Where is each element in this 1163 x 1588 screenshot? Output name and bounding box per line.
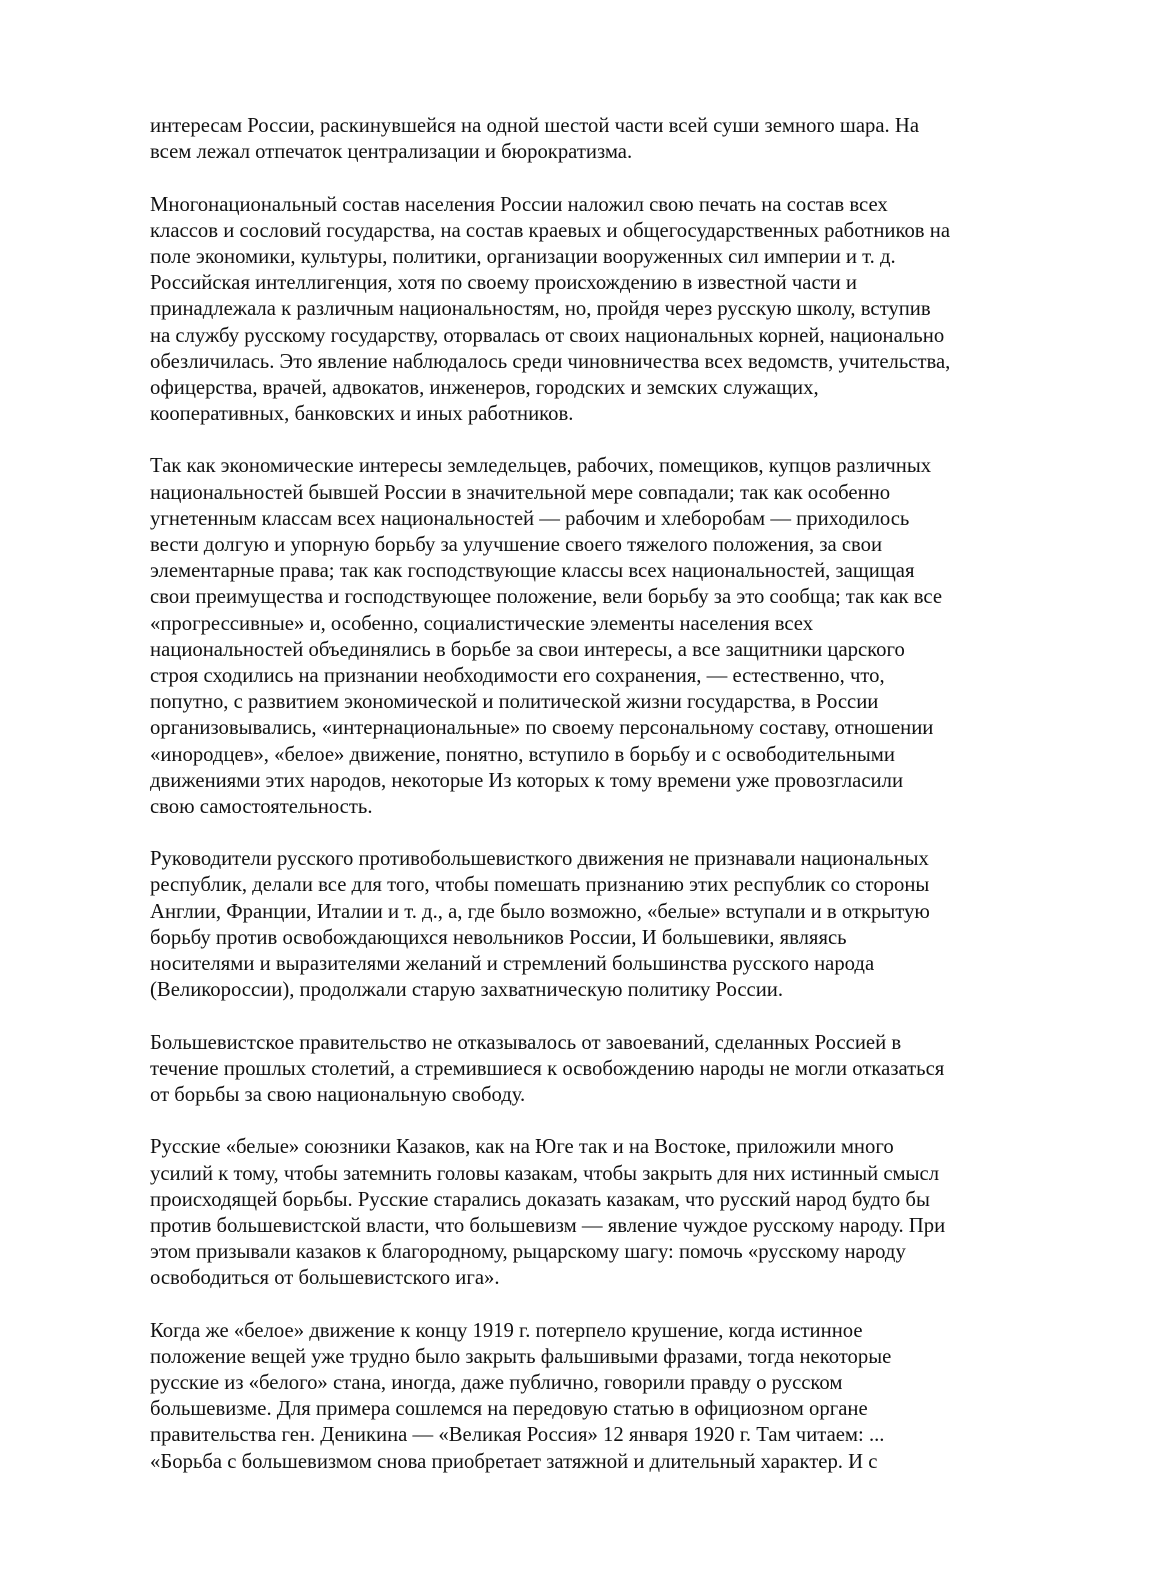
text-line: против большевистской власти, что большевизм — явление чуждое русскому народу. При	[150, 1214, 946, 1237]
text-line: республик, делали все для того, чтобы помешать признанию этих республик со стороны	[150, 874, 930, 897]
text-line: попутно, с развитием экономической и политической жизни государства, в России	[150, 691, 879, 714]
paragraph-2	[150, 192, 1050, 428]
text-line: Русские «белые» союзники Казаков, как на Юге так и на Востоке, приложили много	[150, 1136, 894, 1159]
text-line: «Борьба с большевизмом снова приобретает затяжной и длительный характер. И с	[150, 1450, 878, 1473]
text-line: «инородцев», «белое» движение, понятно, вступило в борьбу и с освободительными	[150, 743, 895, 766]
text-line: офицерства, врачей, адвокатов, инженеров, городских и земских служащих,	[150, 376, 819, 399]
paragraph-7	[150, 1318, 1050, 1475]
text-line: свою самостоятельность.	[150, 795, 373, 818]
text-line: национальностей объединялись в борьбе за свои интересы, а все защитники царского	[150, 638, 905, 661]
text-line: строя сходились на признании необходимости его сохранения, — естественно, что,	[150, 664, 885, 687]
text-line: обезличилась. Это явление наблюдалось среди чиновничества всех ведомств, учительства,	[150, 350, 951, 373]
text-line: вести долгую и упорную борьбу за улучшение своего тяжелого положения, за свои	[150, 534, 883, 556]
text-line: на службу русскому государству, оторвалась от своих национальных корней, национально	[150, 324, 945, 347]
text-line: движениями этих народов, некоторые Из которых к тому времени уже провозгласили	[150, 769, 904, 792]
text-line: усилий к тому, чтобы затемнить головы казакам, чтобы закрыть для них истинный смысл	[150, 1162, 940, 1185]
text-line: «прогрессивные» и, особенно, социалистические элементы населения всех	[150, 612, 814, 635]
text-line: этом призывали казаков к благородному, рыцарскому шагу: помочь «русскому народу	[150, 1241, 906, 1264]
text-line: носителями и выразителями желаний и стремлений большинства русского народа	[150, 953, 875, 975]
text-line: Руководители русского противобольшевисткого движения не признавали национальных	[150, 848, 929, 871]
text-column	[150, 113, 1050, 1501]
text-line: положение вещей уже трудно было закрыть фальшивыми фразами, тогда некоторые	[150, 1345, 892, 1368]
text-line: Так как экономические интересы земледельцев, рабочих, помещиков, купцов различных	[150, 455, 932, 478]
text-line: Англии, Франции, Италии и т. д., а, где было возможно, «белые» вступали и в открытую	[150, 900, 930, 923]
text-line: (Великороссии), продолжали старую захватническую политику России.	[150, 979, 784, 1002]
text-line: Многонациональный состав населения России наложил свою печать на состав всех	[150, 193, 888, 216]
text-line: русские из «белого» стана, иногда, даже публично, говорили правду о русском	[150, 1372, 843, 1394]
text-line: борьбу против освобождающихся невольников России, И большевики, являясь	[150, 926, 847, 949]
paragraph-3	[150, 453, 1050, 820]
text-line: Российская интеллигенция, хотя по своему происхождению в известной части и	[150, 272, 857, 295]
paragraph-5	[150, 1030, 1050, 1109]
text-line: поле экономики, культуры, политики, организации вооруженных сил империи и т. д.	[150, 245, 896, 268]
paragraph-1	[150, 113, 1050, 165]
text-line: организовывались, «интернациональные» по своему персональному составу, отношении	[150, 717, 934, 740]
text-line: национальностей бывшей России в значительной мере совпадали; так как особенно	[150, 481, 891, 504]
text-line: интересам России, раскинувшейся на одной шестой части всей суши земного шара. На	[150, 115, 920, 137]
text-line: большевизме. Для примера сошлемся на передовую статью в официозном органе	[150, 1398, 868, 1421]
paragraph-4	[150, 846, 1050, 1003]
text-line: угнетенным классам всех национальностей — рабочим и хлеборобам — приходилось	[150, 507, 910, 530]
text-line: от борьбы за свою национальную свободу.	[150, 1083, 526, 1106]
text-line: всем лежал отпечаток централизации и бюрократизма.	[150, 141, 633, 164]
text-line: свои преимущества и господствующее положение, вели борьбу за это сообща; так как все	[150, 586, 943, 609]
text-line: освободиться от большевистского ига».	[150, 1267, 500, 1290]
text-line: правительства ген. Деникина — «Великая Россия» 12 января 1920 г. Там читаем: ...	[150, 1424, 885, 1447]
text-line: происходящей борьбы. Русские старались доказать казакам, что русский народ будто бы	[150, 1188, 930, 1211]
text-line: принадлежала к различным национальностям, но, пройдя через русскую школу, вступив	[150, 298, 931, 321]
text-line: элементарные права; так как господствующие классы всех национальностей, защищая	[150, 560, 915, 583]
text-line: Когда же «белое» движение к концу 1919 г. потерпело крушение, когда истинное	[150, 1319, 863, 1342]
paragraph-6	[150, 1134, 1050, 1291]
text-line: Большевистское правительство не отказывалось от завоеваний, сделанных Россией в	[150, 1031, 902, 1054]
text-line: течение прошлых столетий, а стремившиеся к освобождению народы не могли отказаться	[150, 1057, 945, 1080]
text-line: классов и сословий государства, на состав краевых и общегосударственных работников на	[150, 219, 951, 242]
text-line: кооперативных, банковских и иных работников.	[150, 403, 574, 426]
